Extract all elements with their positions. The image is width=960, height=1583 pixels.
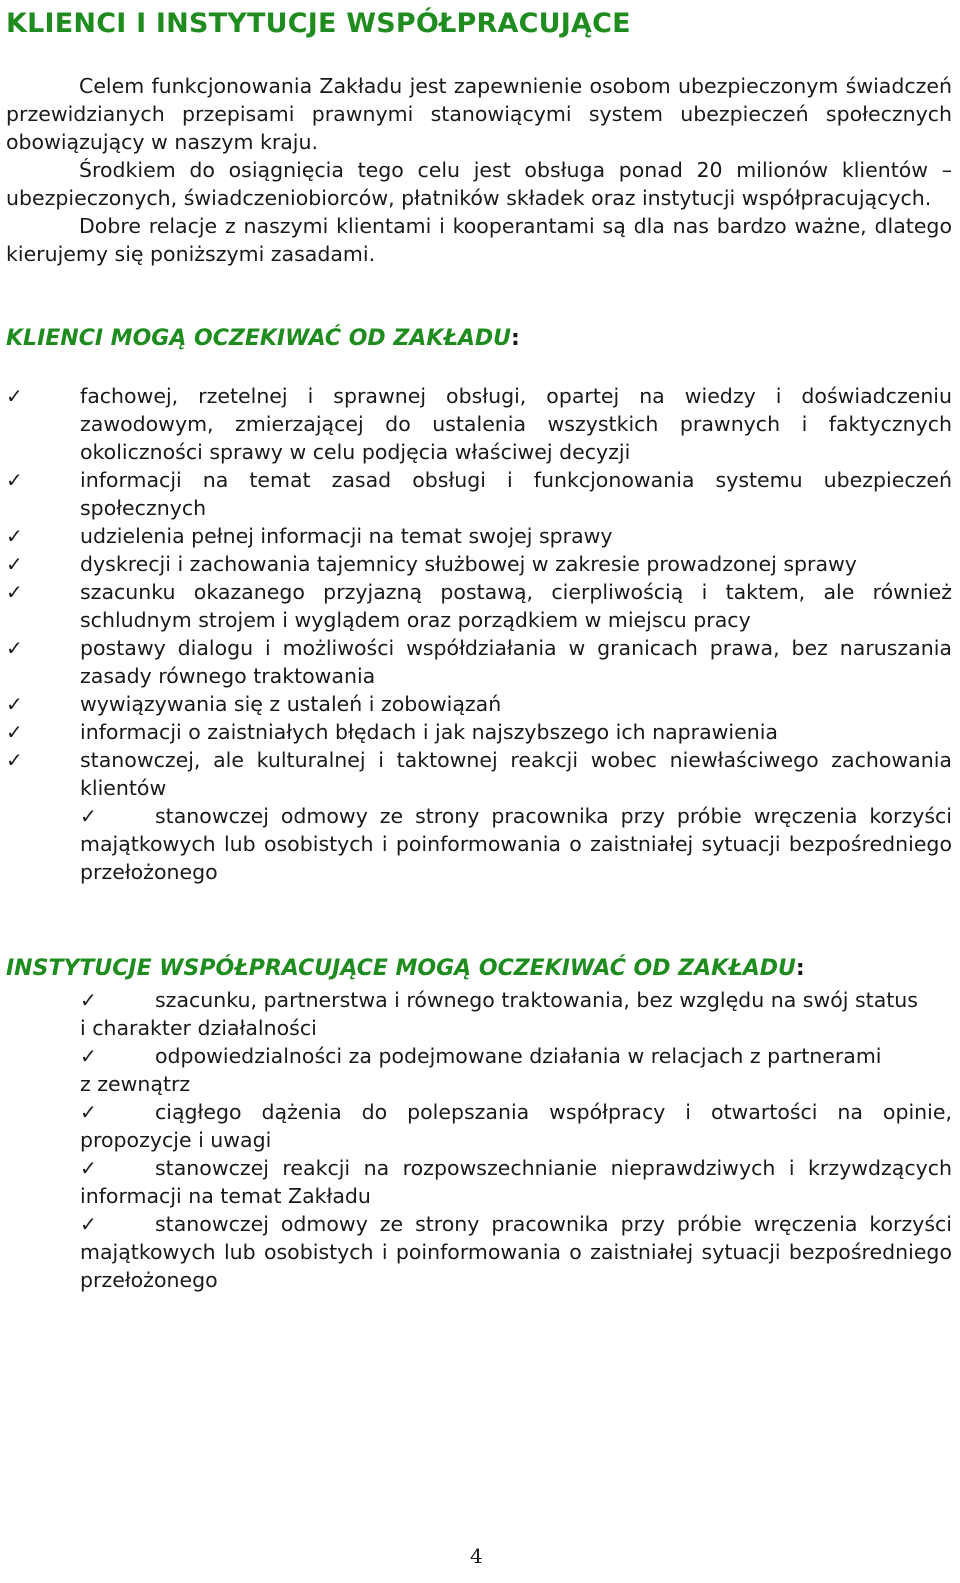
check-icon: ✓ xyxy=(80,1100,97,1124)
list-klienci xyxy=(6,382,952,886)
list-item: ✓ dyskrecji i zachowania tajemnicy służbowej w zakresie prowadzonej sprawy xyxy=(6,552,857,576)
intro-paragraph: Dobre relacje z naszymi klientami i kooperantami są dla nas bardzo ważne, dlatego kierujemy się poniższymi zasadami. xyxy=(6,214,952,266)
page-number: 4 xyxy=(470,1544,483,1568)
check-icon: ✓ xyxy=(6,580,23,604)
list-item: ✓ informacji o zaistniałych błędach i jak najszybszego ich naprawienia xyxy=(6,720,778,744)
intro-paragraph: Celem funkcjonowania Zakładu jest zapewnienie osobom ubezpieczonym świadczeń przewidzianych przepisami prawnymi stanowiącymi system ubezpieczeń społecznych obowiązujący w naszym kraju. xyxy=(6,74,952,154)
list-item: ✓ postawy dialogu i możliwości współdziałania w granicach prawa, bez naruszania zasady równego traktowania xyxy=(6,636,952,688)
check-icon: ✓ xyxy=(6,720,23,744)
section-heading-instytucje: INSTYTUCJE WSPÓŁPRACUJĄCE MOGĄ OCZEKIWAĆ OD ZAKŁADU: xyxy=(6,956,805,981)
page-title: KLIENCI I INSTYTUCJE WSPÓŁPRACUJĄCE xyxy=(6,8,631,39)
list-instytucje xyxy=(6,986,952,1294)
check-icon: ✓ xyxy=(6,636,23,660)
check-icon: ✓ xyxy=(6,524,23,548)
check-icon: ✓ xyxy=(80,1044,97,1068)
intro-paragraph: Środkiem do osiągnięcia tego celu jest obsługa ponad 20 milionów klientów – ubezpieczonych, świadczeniobiorców, płatników składek oraz instytucji współpracujących. xyxy=(6,158,952,210)
check-icon: ✓ xyxy=(80,804,97,828)
check-icon: ✓ xyxy=(6,692,23,716)
list-item: ✓ stanowczej reakcji na rozpowszechnianie nieprawdziwych i krzywdzących informacji na temat Zakładu xyxy=(80,1156,952,1208)
check-icon: ✓ xyxy=(80,1156,97,1180)
list-item: ✓ fachowej, rzetelnej i sprawnej obsługi, opartej na wiedzy i doświadczeniu zawodowym, zmierzającej do ustalenia wszystkich prawnych i faktycznych okoliczności sprawy w celu podjęcia właściwej decyzji xyxy=(6,384,952,464)
check-icon: ✓ xyxy=(6,384,23,408)
intro-section xyxy=(6,72,952,268)
list-item: ✓ szacunku okazanego przyjazną postawą, cierpliwością i taktem, ale również schludnym strojem i wyglądem oraz porządkiem w miejscu pracy xyxy=(6,580,952,632)
list-item: ✓ wywiązywania się z ustaleń i zobowiązań xyxy=(6,692,502,716)
list-item: ✓ udzielenia pełnej informacji na temat swojej sprawy xyxy=(6,524,613,548)
list-item: ✓ szacunku, partnerstwa i równego traktowania, bez względu na swój status i charakter działalności xyxy=(80,988,918,1040)
list-item: ✓ stanowczej odmowy ze strony pracownika przy próbie wręczenia korzyści majątkowych lub osobistych i poinformowania o zaistniałej sytuacji bezpośredniego przełożonego xyxy=(80,1212,952,1292)
list-item: ✓ informacji na temat zasad obsługi i funkcjonowania systemu ubezpieczeń społecznych xyxy=(6,468,952,520)
list-item: ✓ odpowiedzialności za podejmowane działania w relacjach z partnerami z zewnątrz xyxy=(80,1044,882,1096)
list-item-nested: ✓ stanowczej odmowy ze strony pracownika przy próbie wręczenia korzyści majątkowych lub osobistych i poinformowania o zaistniałej sytuacji bezpośredniego przełożonego xyxy=(80,804,952,884)
check-icon: ✓ xyxy=(80,1212,97,1236)
check-icon: ✓ xyxy=(6,552,23,576)
list-item: ✓ stanowczej, ale kulturalnej i taktownej reakcji wobec niewłaściwego zachowania klientów xyxy=(6,748,952,800)
check-icon: ✓ xyxy=(80,988,97,1012)
check-icon: ✓ xyxy=(6,748,23,772)
list-item: ✓ ciągłego dążenia do polepszania współpracy i otwartości na opinie, propozycje i uwagi xyxy=(80,1100,952,1152)
check-icon: ✓ xyxy=(6,468,23,492)
section-heading-klienci: KLIENCI MOGĄ OCZEKIWAĆ OD ZAKŁADU: xyxy=(6,326,520,351)
